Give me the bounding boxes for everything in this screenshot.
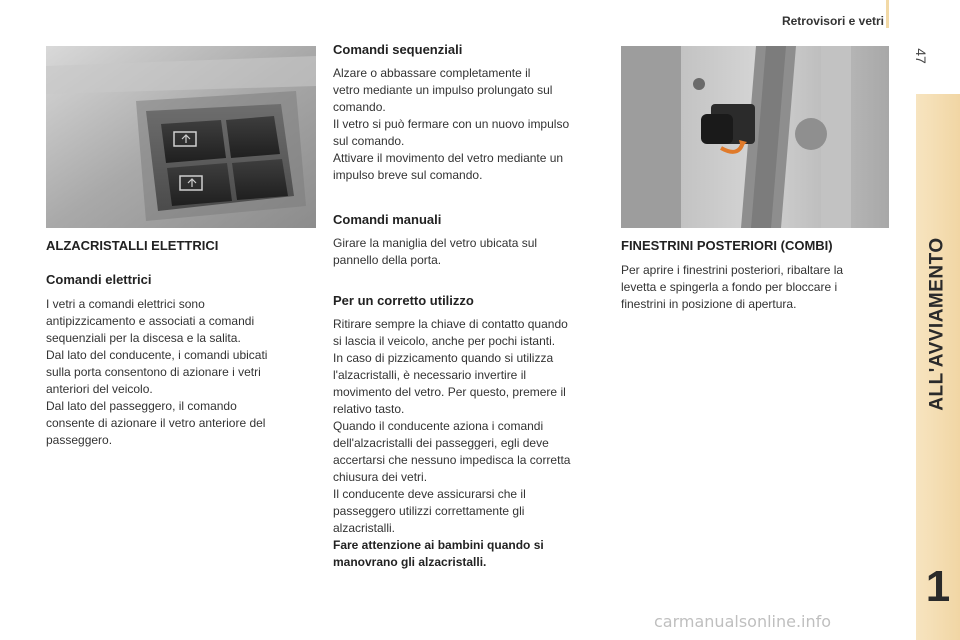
text-line: alzacristalli. bbox=[333, 521, 396, 535]
rear-window-latch-photo bbox=[621, 46, 889, 228]
subtitle-electric-controls: Comandi elettrici bbox=[46, 272, 152, 287]
column-right bbox=[621, 238, 889, 313]
text-line: impulso breve sul comando. bbox=[333, 168, 483, 182]
chapter-label: ALL'AVVIAMENTO bbox=[927, 237, 948, 411]
text-line: Il conducente deve assicurarsi che il bbox=[333, 487, 526, 501]
text-line: pannello della porta. bbox=[333, 253, 442, 267]
text-line: relativo tasto. bbox=[333, 402, 405, 416]
text-line: finestrini in posizione di apertura. bbox=[621, 297, 797, 311]
column-left bbox=[46, 238, 306, 449]
text-line: passeggero utilizzi correttamente gli bbox=[333, 504, 525, 518]
text-line: Alzare o abbassare completamente il bbox=[333, 66, 531, 80]
text-line: comando. bbox=[333, 100, 386, 114]
text-line: vetro mediante un impulso prolungato sul bbox=[333, 83, 553, 97]
window-switch-illustration bbox=[46, 46, 316, 228]
text-line: accertarsi che nessuno impedisca la corretta bbox=[333, 453, 571, 467]
rear-window-latch-illustration bbox=[621, 46, 889, 228]
text-line: In caso di pizzicamento quando si utilizza bbox=[333, 351, 554, 365]
electric-controls-text bbox=[46, 296, 306, 449]
correct-use-text bbox=[333, 316, 607, 571]
sequential-controls-text bbox=[333, 65, 607, 184]
page-number: 47 bbox=[913, 48, 929, 64]
section-title-electric-windows: ALZACRISTALLI ELETTRICI bbox=[46, 238, 219, 253]
header-divider bbox=[886, 0, 889, 28]
text-line: Quando il conducente aziona i comandi bbox=[333, 419, 544, 433]
text-line: dell'alzacristalli dei passeggeri, egli deve bbox=[333, 436, 549, 450]
text-line: Per aprire i finestrini posteriori, ribaltare la bbox=[621, 263, 844, 277]
text-line: sulla porta consentono di azionare i vetri bbox=[46, 365, 261, 379]
manual-controls-text bbox=[333, 235, 607, 269]
rear-windows-text bbox=[621, 262, 889, 313]
subtitle-sequential-controls: Comandi sequenziali bbox=[333, 42, 463, 57]
warning-line: manovrano gli alzacristalli. bbox=[333, 555, 487, 569]
text-line: Il vetro si può fermare con un nuovo impulso bbox=[333, 117, 570, 131]
subtitle-manual-controls: Comandi manuali bbox=[333, 212, 442, 227]
text-line: Attivare il movimento del vetro mediante un bbox=[333, 151, 564, 165]
chapter-tab bbox=[916, 94, 960, 640]
watermark: carmanualsonline.info bbox=[654, 612, 832, 631]
text-line: chiusura dei vetri. bbox=[333, 470, 428, 484]
section-title-rear-windows: FINESTRINI POSTERIORI (COMBI) bbox=[621, 238, 833, 253]
column-middle bbox=[333, 42, 607, 571]
chapter-number: 1 bbox=[925, 562, 951, 611]
text-line: anteriori del veicolo. bbox=[46, 382, 153, 396]
text-line: consente di azionare il vetro anteriore del bbox=[46, 416, 266, 430]
text-line: Dal lato del conducente, i comandi ubicati bbox=[46, 348, 268, 362]
window-switch-photo bbox=[46, 46, 316, 228]
header-title: Retrovisori e vetri bbox=[781, 14, 884, 28]
text-line: sequenziali per la discesa e la salita. bbox=[46, 331, 241, 345]
text-line: movimento del vetro. Per questo, premere il bbox=[333, 385, 566, 399]
text-line: si lascia il veicolo, anche per pochi istanti. bbox=[333, 334, 556, 348]
subtitle-correct-use: Per un corretto utilizzo bbox=[333, 293, 474, 308]
text-line: Dal lato del passeggero, il comando bbox=[46, 399, 237, 413]
text-line: levetta e spingerla a fondo per bloccare i bbox=[621, 280, 838, 294]
text-line: antipizzicamento e associati a comandi bbox=[46, 314, 255, 328]
text-line: Ritirare sempre la chiave di contatto quando bbox=[333, 317, 568, 331]
text-line: l'alzacristalli, è necessario invertire il bbox=[333, 368, 527, 382]
text-line: sul comando. bbox=[333, 134, 405, 148]
warning-line: Fare attenzione ai bambini quando si bbox=[333, 538, 544, 552]
text-line: passeggero. bbox=[46, 433, 113, 447]
text-line: I vetri a comandi elettrici sono bbox=[46, 297, 205, 311]
text-line: Girare la maniglia del vetro ubicata sul bbox=[333, 236, 538, 250]
